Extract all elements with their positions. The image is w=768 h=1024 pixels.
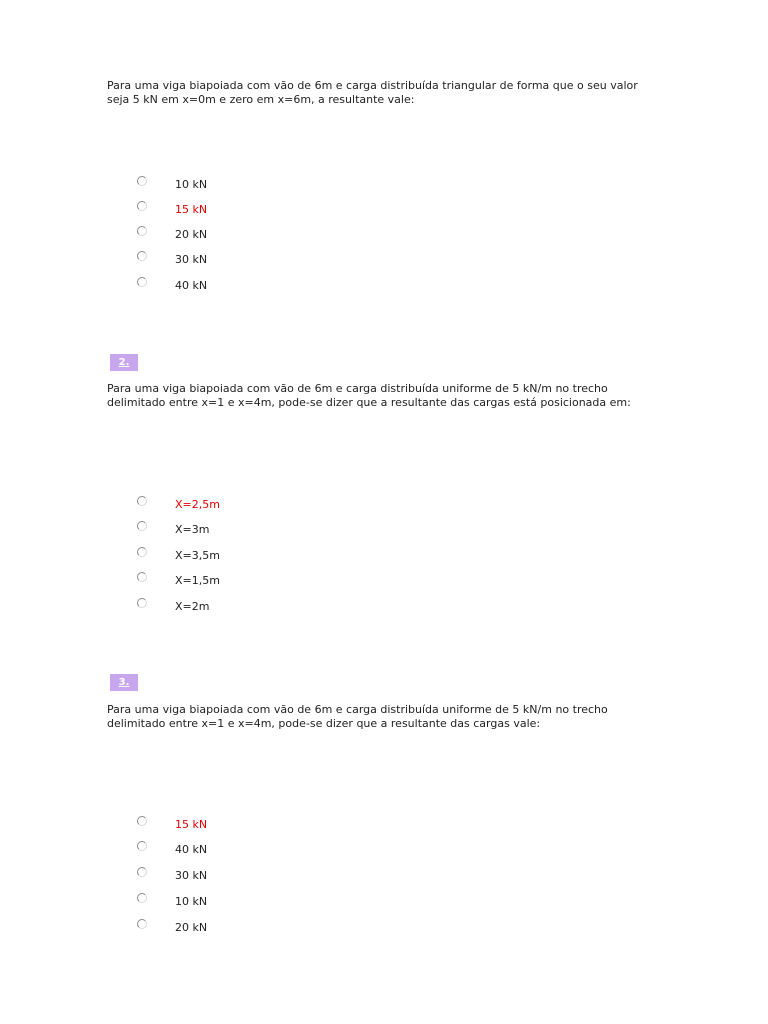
question-text xyxy=(107,703,667,731)
option-label: 40 kN xyxy=(175,843,208,856)
option-4[interactable] xyxy=(137,896,337,910)
radio-button[interactable] xyxy=(137,251,147,261)
radio-button[interactable] xyxy=(137,496,147,506)
option-5[interactable] xyxy=(137,601,337,615)
option-label: X=3m xyxy=(175,523,210,536)
option-4[interactable] xyxy=(137,575,337,589)
option-label-highlighted: 15 kN xyxy=(175,203,208,216)
radio-button[interactable] xyxy=(137,547,147,557)
radio-button[interactable] xyxy=(137,226,147,236)
radio-button[interactable] xyxy=(137,521,147,531)
option-1[interactable] xyxy=(137,179,337,193)
radio-button[interactable] xyxy=(137,201,147,211)
radio-button[interactable] xyxy=(137,277,147,287)
radio-button[interactable] xyxy=(137,841,147,851)
question-text-line: Para uma viga biapoiada com vão de 6m e carga distribuída uniforme de 5 kN/m no trecho xyxy=(107,382,608,395)
radio-button[interactable] xyxy=(137,572,147,582)
question-text-line: delimitado entre x=1 e x=4m, pode-se dizer que a resultante das cargas vale: xyxy=(107,717,541,730)
option-1[interactable] xyxy=(137,499,337,513)
radio-button[interactable] xyxy=(137,816,147,826)
option-label: 30 kN xyxy=(175,869,208,882)
option-1[interactable] xyxy=(137,819,337,833)
option-label: X=1,5m xyxy=(175,574,220,587)
option-label: 40 kN xyxy=(175,279,208,292)
option-label: 10 kN xyxy=(175,178,208,191)
question-number-badge[interactable]: 2. xyxy=(110,354,138,371)
radio-button[interactable] xyxy=(137,919,147,929)
question-text-line: Para uma viga biapoiada com vão de 6m e carga distribuída uniforme de 5 kN/m no trecho xyxy=(107,703,608,716)
option-4[interactable] xyxy=(137,254,337,268)
option-label: 30 kN xyxy=(175,253,208,266)
radio-button[interactable] xyxy=(137,598,147,608)
option-5[interactable] xyxy=(137,922,337,936)
question-number-badge[interactable]: 3. xyxy=(110,674,138,691)
option-2[interactable] xyxy=(137,204,337,218)
option-label-highlighted: X=2,5m xyxy=(175,498,220,511)
question-text xyxy=(107,382,667,410)
radio-button[interactable] xyxy=(137,893,147,903)
question-text xyxy=(107,79,667,107)
question-text-line: seja 5 kN em x=0m e zero em x=6m, a resultante vale: xyxy=(107,93,415,106)
option-5[interactable] xyxy=(137,280,337,294)
option-label: 10 kN xyxy=(175,895,208,908)
option-label: X=2m xyxy=(175,600,210,613)
option-label: 20 kN xyxy=(175,921,208,934)
option-3[interactable] xyxy=(137,870,337,884)
option-3[interactable] xyxy=(137,229,337,243)
radio-button[interactable] xyxy=(137,867,147,877)
option-2[interactable] xyxy=(137,844,337,858)
question-text-line: delimitado entre x=1 e x=4m, pode-se dizer que a resultante das cargas está posicionada em: xyxy=(107,396,631,409)
question-text-line: Para uma viga biapoiada com vão de 6m e carga distribuída triangular de forma que o seu valor xyxy=(107,79,638,92)
option-2[interactable] xyxy=(137,524,337,538)
option-3[interactable] xyxy=(137,550,337,564)
option-label: X=3,5m xyxy=(175,549,220,562)
option-label-highlighted: 15 kN xyxy=(175,818,208,831)
option-label: 20 kN xyxy=(175,228,208,241)
radio-button[interactable] xyxy=(137,176,147,186)
